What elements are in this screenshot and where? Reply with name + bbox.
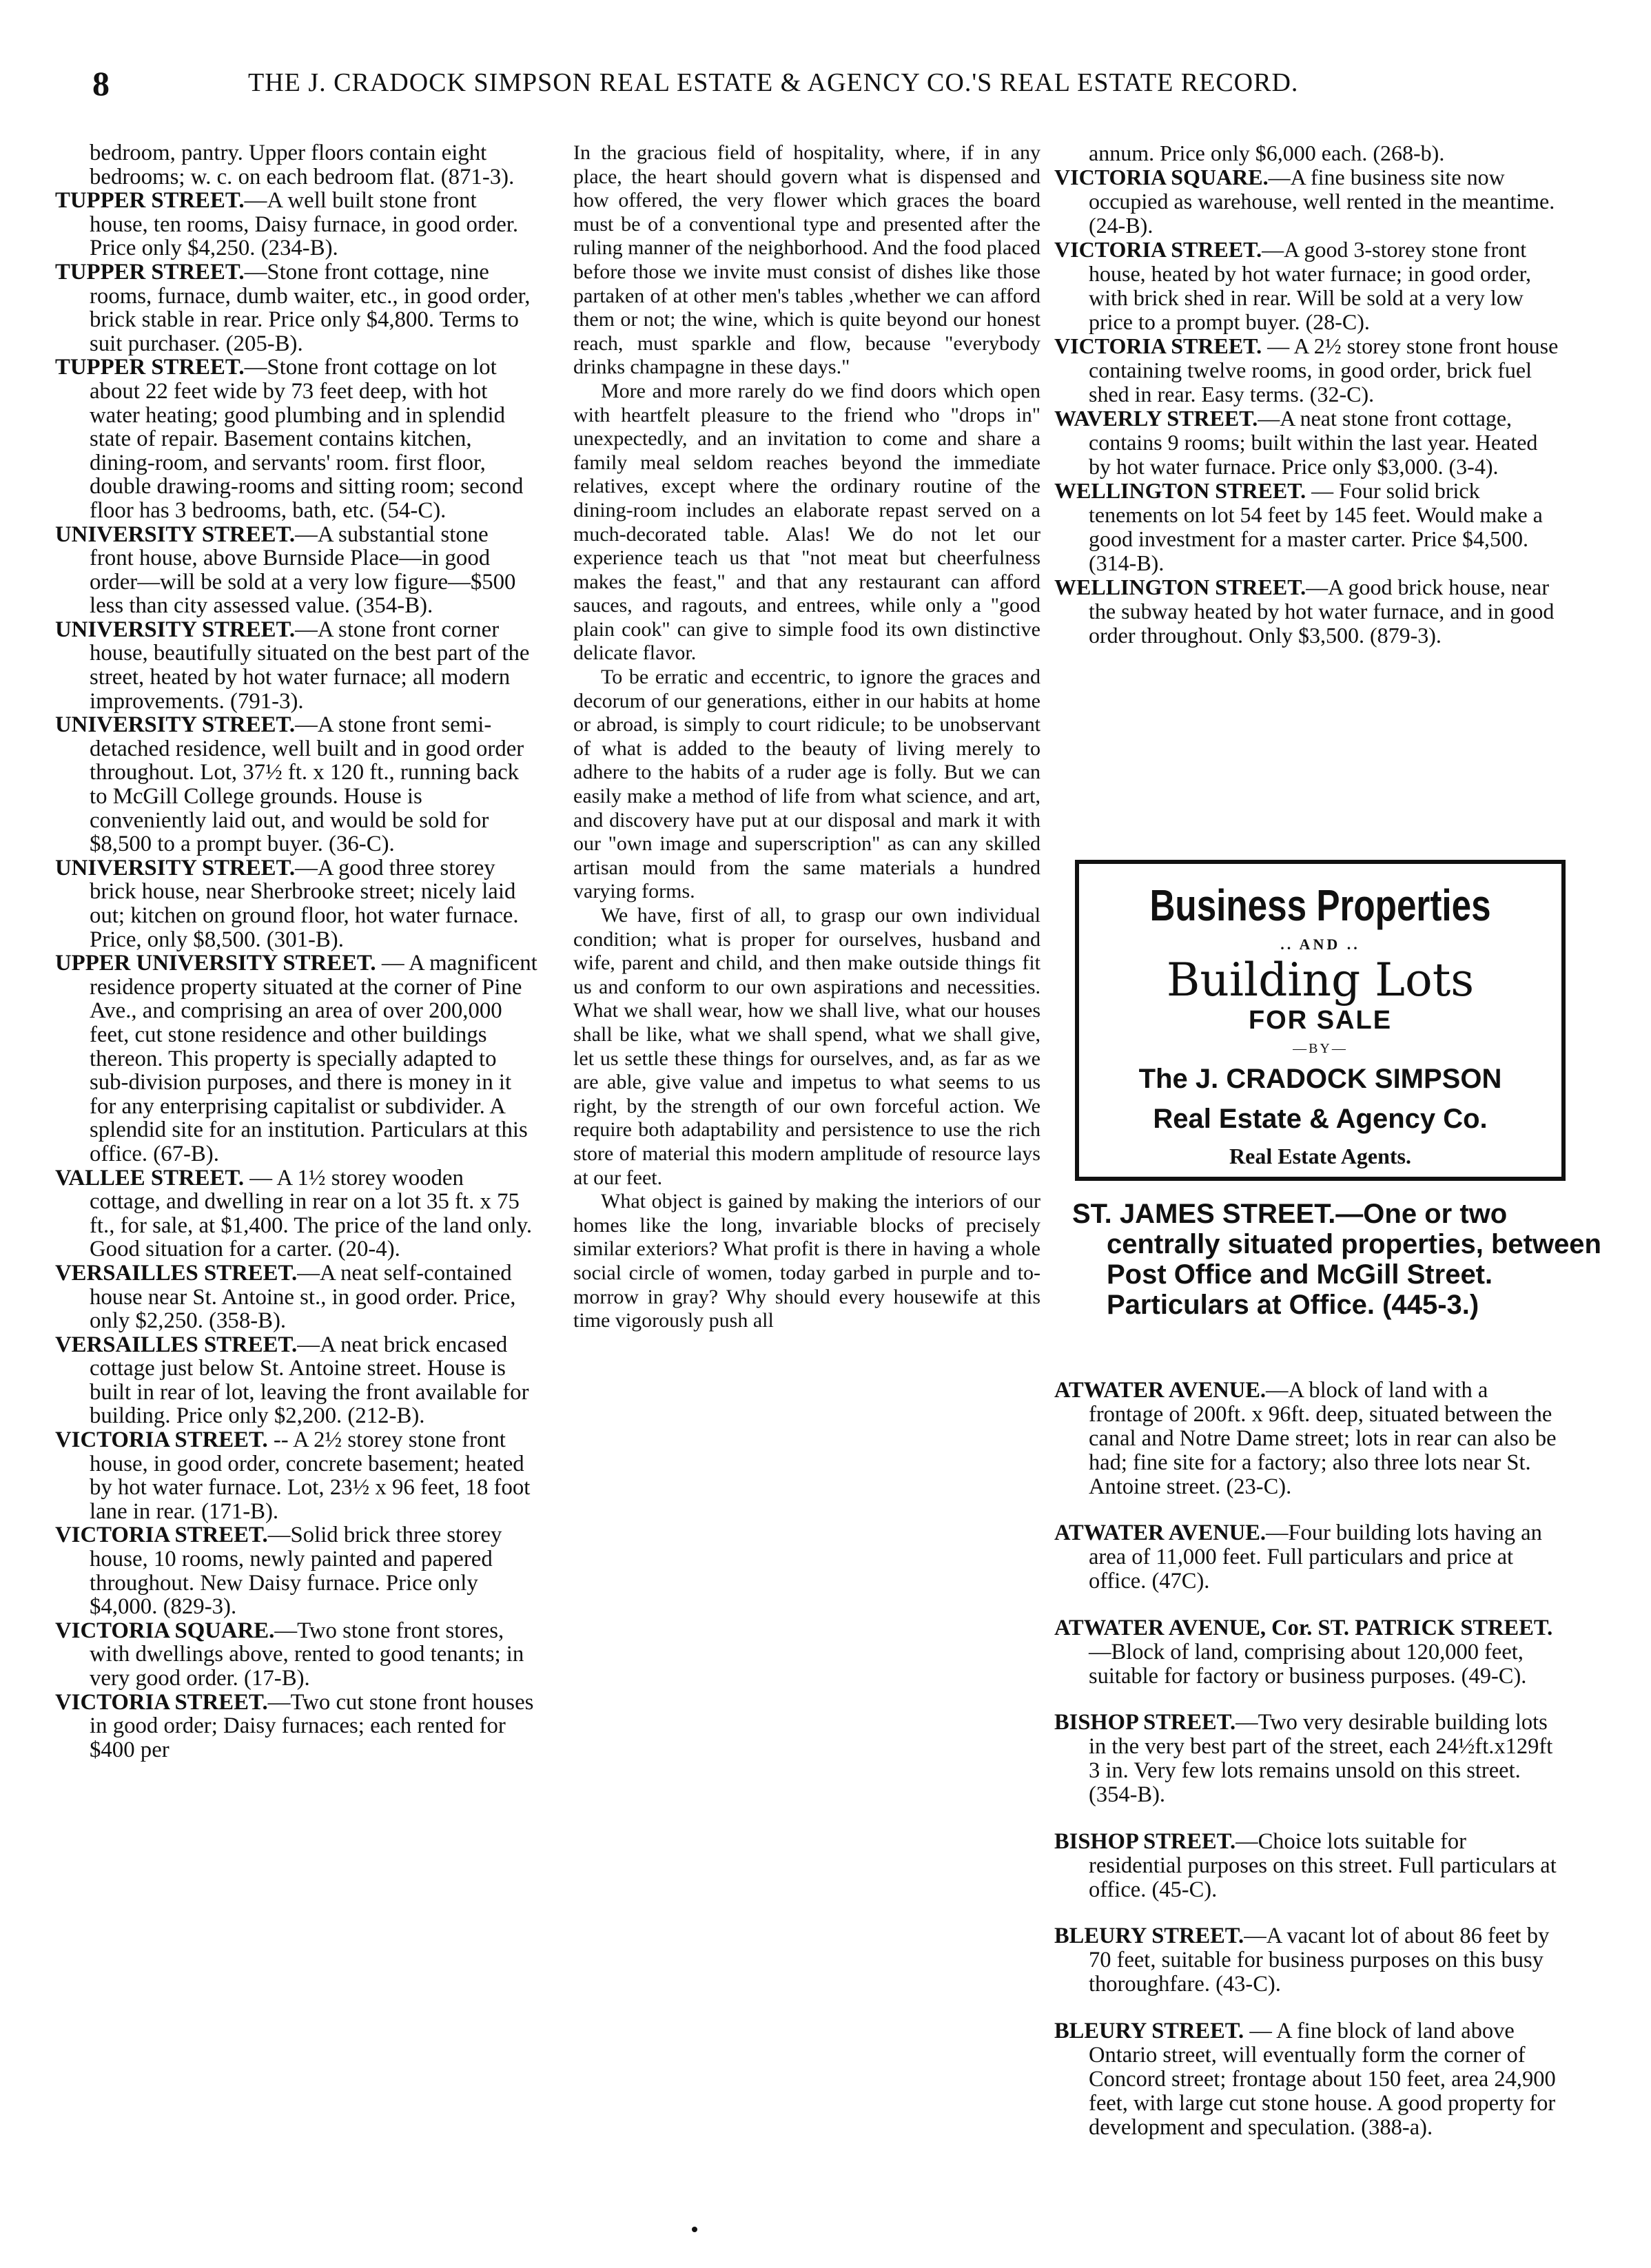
listing-street: VICTORIA STREET.	[55, 1689, 268, 1715]
listing-entry	[55, 523, 537, 618]
listing-text: —A stone front semi-detached residence, well built and in good order throughout. Lot, 37½ ft. x 120 ft., running back to McGill College grounds. House is conveniently laid out, and would be sold for $8,500 to a prompt buyer. (36-C).	[90, 712, 524, 857]
listing-street: WAVERLY STREET.	[1054, 406, 1258, 431]
running-head: THE J. CRADOCK SIMPSON REAL ESTATE & AGENCY CO.'S REAL ESTATE RECORD.	[248, 68, 1299, 97]
listing-street: UNIVERSITY STREET.	[55, 522, 296, 547]
listing-text: — A 1½ storey wooden cottage, and dwelling in rear on a lot 35 ft. x 75 ft., for sale, at $1,400. The price of the land only. Good situation for a carter. (20-4).	[90, 1165, 533, 1262]
listing-entry	[55, 260, 537, 355]
listing-street: BLEURY STREET.	[1054, 2018, 1244, 2043]
listing-street: TUPPER STREET.	[55, 259, 245, 285]
listing-street: BISHOP STREET.	[1054, 1828, 1236, 1854]
listing-entry	[55, 1523, 537, 1618]
listing-street: UNIVERSITY STREET.	[55, 712, 296, 738]
listing-text: —A good brick house, near the subway heated by hot water furnace, and in good order throughout. Only $3,500. (879-3).	[1089, 575, 1555, 648]
listing-text: —Block of land, comprising about 120,000 feet, suitable for factory or business purposes. (49-C).	[1089, 1639, 1527, 1689]
advert-company-line1: The J. CRADOCK SIMPSON	[1138, 1064, 1502, 1094]
listing-street: ATWATER AVENUE, Cor. ST. PATRICK STREET.	[1054, 1615, 1553, 1640]
listing-text: —A stone front corner house, beautifully situated on the best part of the street, heated by hot water furnace; all modern improvements. (791-3).	[90, 617, 530, 714]
listing-street: VICTORIA SQUARE.	[1054, 165, 1269, 189]
listing-entry	[1054, 1830, 1564, 1902]
listing-street: WELLINGTON STREET.	[1054, 575, 1306, 599]
advert-for-sale: FOR SALE	[1248, 1006, 1393, 1035]
listing-entry	[1054, 238, 1564, 334]
listing-street: BLEURY STREET.	[1054, 1924, 1244, 1948]
listing-text: — Four solid brick tenements on lot 54 feet by 145 feet. Would make a good investment for a master carter. Price $4,500. (314-B).	[1089, 478, 1543, 575]
listing-entry	[1054, 1924, 1564, 1997]
listing-street: UNIVERSITY STREET.	[55, 855, 296, 880]
listing-street: WELLINGTON STREET.	[1054, 478, 1306, 503]
listing-text: —Stone front cottage, nine rooms, furnace, dumb waiter, etc., in good order, brick stable in rear. Price only $4,800. Terms to suit purchaser. (205-B).	[90, 259, 531, 356]
listing-text: —Two cut stone front houses in good order; Daisy furnaces; each rented for $400 per	[90, 1689, 534, 1762]
listing-entry	[55, 1333, 537, 1428]
listing-street: BISHOP STREET.	[1054, 1710, 1236, 1735]
listing-text: —A block of land with a frontage of 200ft. x 96ft. deep, situated between the canal and Notre Dame street; lots in rear can also be had; fine site for a factory; also three lots near St. Antoine street. (23-C).	[1089, 1377, 1557, 1499]
listing-entry	[1054, 334, 1564, 406]
listing-entry	[55, 618, 537, 713]
listing-text: —Solid brick three storey house, 10 rooms, newly painted and papered throughout. New Daisy furnace. Price only $4,000. (829-3).	[90, 1523, 502, 1620]
listing-entry	[1054, 479, 1564, 575]
listing-street: UNIVERSITY STREET.	[55, 617, 296, 642]
listing-text: —A fine business site now occupied as warehouse, well rented in the meantime. (24-B).	[1089, 165, 1555, 238]
listing-street: VICTORIA STREET.	[1054, 237, 1262, 262]
listing-text: — A fine block of land above Ontario street, will eventually form the corner of Concord street; frontage about 150 feet, area 24,900 feet, with large cut stone house. A good property for development and speculation. (388-a).	[1089, 2018, 1556, 2140]
listing-street: VICTORIA STREET.	[55, 1523, 268, 1548]
listing-text: —Choice lots suitable for residential purposes on this street. Full particulars at office. (45-C).	[1089, 1828, 1557, 1902]
listing-entry	[1054, 575, 1564, 648]
listing-entry	[55, 141, 537, 189]
listing-text: —A vacant lot of about 86 feet by 70 feet, suitable for business purposes on this busy thoroughfare. (43-C).	[1089, 1924, 1550, 1997]
advert-and: .. AND ..	[1280, 936, 1360, 953]
listing-street: TUPPER STREET.	[55, 355, 245, 380]
page-header	[0, 63, 1651, 118]
listing-entry	[1054, 1379, 1564, 1499]
listing-entry	[55, 1261, 537, 1333]
listing-text: —A neat stone front cottage, contains 9 rooms; built within the last year. Heated by hot water furnace. Price only $3,000. (3-4).	[1089, 406, 1538, 479]
listing-entry	[55, 1428, 537, 1523]
st-james-street-listing: ST. JAMES STREET.—One or two centrally situated properties, between Post Office and McGill Street. Particulars at Office. (445-3.)	[1072, 1199, 1601, 1320]
listing-entry	[55, 355, 537, 522]
article-paragraph: What object is gained by making the interiors of our homes like the long, invariable blocks of precisely similar exteriors? What profit is there in having a whole social circle of women, today garbed in purple and to-morrow in gray? Why should every housewife at this time vigorously push all	[573, 1190, 1040, 1332]
listing-entry	[55, 856, 537, 951]
listing-street: VALLEE STREET.	[55, 1165, 245, 1190]
listing-text: bedroom, pantry. Upper floors contain eight bedrooms; w. c. on each bedroom flat. (871-3).	[90, 141, 515, 189]
listing-text: —Two stone front stores, with dwellings above, rented to good tenants; in very good order. (17-B).	[90, 1618, 524, 1691]
listing-entry	[1054, 1616, 1564, 1689]
listing-entry	[1054, 1711, 1564, 1807]
listing-street: ATWATER AVENUE.	[1054, 1520, 1267, 1545]
listing-entry	[55, 1166, 537, 1261]
listing-text: —A substantial stone front house, above Burnside Place—in good order—will be sold at a very low figure—$500 less than city assessed value. (354-B).	[90, 522, 516, 619]
listing-street: VICTORIA STREET.	[55, 1427, 268, 1453]
column-1	[55, 141, 537, 1762]
article-paragraph: To be erratic and eccentric, to ignore the graces and decorum of our generations, either in our habits at home or abroad, is simply to court ridicule; to be unobservant of what is added to the beauty of living merely to adhere to the habits of a ruder age is folly. But we can easily make a method of life from what science, and art, and discovery have put at our disposal and mark it with our "own image and superscription" as can any skilled artisan mould from the same materials a hundred varying forms.	[573, 666, 1040, 903]
listing-entry	[1054, 2019, 1564, 2140]
article-paragraph: More and more rarely do we find doors which open with heartfelt pleasure to the friend who "drops in" unexpectedly, and an invitation to come and share a family meal seldom reaches beyond the immediate relatives, except where the ordinary routine of the dining-room includes an elaborate repast served on a much-decorated table. Alas! We do not let our experience teach us that "not meat but cheerfulness makes the feast," and that any restaurant can afford sauces, and ragouts, and entrees, while only a "good plain cook" can give to simple food its own distinctive delicate flavor.	[573, 379, 1040, 665]
page-number: 8	[92, 64, 110, 103]
listing-entry	[55, 1619, 537, 1691]
advert-subtitle: Building Lots	[1166, 953, 1475, 1007]
listing-text: —A neat brick encased cottage just below St. Antoine street. House is built in rear of lot, leaving the front available for building. Price only $2,200. (212-B).	[90, 1332, 529, 1429]
listing-entry	[1054, 406, 1564, 479]
listing-text: —A good three storey brick house, near Sherbrooke street; nicely laid out; kitchen on ground floor, hot water furnace. Price, only $8,500. (301-B).	[90, 855, 519, 952]
advert-agents: Real Estate Agents.	[1229, 1144, 1411, 1168]
advert-company-line2: Real Estate & Agency Co.	[1153, 1104, 1488, 1134]
listing-street: TUPPER STREET.	[55, 188, 245, 214]
listing-text: —Two very desirable building lots in the very best part of the street, each 24½ft.x129ft 3 in. Very few lots remains unsold on this street. (354-B).	[1089, 1710, 1553, 1807]
listing-entry	[55, 1691, 537, 1762]
listing-street: VICTORIA STREET.	[1054, 333, 1262, 358]
advert-title: Business Properties	[1149, 880, 1491, 930]
listing-street: ATWATER AVENUE.	[1054, 1377, 1267, 1403]
listing-text: —Stone front cottage on lot about 22 feet wide by 73 feet deep, with hot water heating; good plumbing and in splendid state of repair. Basement contains kitchen, dining-room, and servants' room. first floor, double drawing-rooms and sitting room; second floor has 3 bedrooms, bath, etc. (54-C).	[90, 355, 524, 523]
listing-text: —Four building lots having an area of 11,000 feet. Full particulars and price at office. (47C).	[1089, 1520, 1542, 1594]
listing-street: VERSAILLES STREET.	[55, 1332, 298, 1357]
column-3-land-listings	[1054, 1356, 1564, 2140]
listing-street: VICTORIA SQUARE.	[55, 1618, 275, 1643]
listing-entry	[55, 951, 537, 1166]
listing-street: UPPER UNIVERSITY STREET.	[55, 951, 376, 976]
listing-text: — A 2½ storey stone front house containing twelve rooms, in good order, brick fuel shed in rear. Easy terms. (32-C).	[1089, 333, 1559, 406]
listing-entry	[1054, 165, 1564, 238]
article-paragraph: We have, first of all, to grasp our own individual condition; what is proper for ourselves, husband and wife, parent and child, and then make outside things fit us and conform to our own aspirations and necessities. What we shall wear, how we shall live, what our houses shall be like, what we shall spend, what we shall give, let us settle these things for ourselves, and, as far as we are able, give value and impetus to what seems to us right, by the strength of our own forceful action. We require both adaptability and persistence to use the rich store of material this modern amplitude of resource lays at our feet.	[573, 904, 1040, 1189]
listing-entry	[55, 189, 537, 260]
listing-text: — A magnificent residence property situated at the corner of Pine Ave., and comprising an area of over 200,000 feet, cut stone residence and other buildings thereon. This property is specially adapted to sub-division purposes, and there is money in it for any enterprising capitalist or subdivider. A splendid site for an institution. Particulars at this office. (67-B).	[90, 951, 537, 1166]
page-dot	[692, 2227, 697, 2232]
column-2-article	[573, 141, 1040, 1333]
listing-entry	[1054, 141, 1564, 165]
listing-entry	[1054, 1521, 1564, 1594]
article-paragraph: In the gracious field of hospitality, where, if in any place, the heart should govern what is dispensed and how offered, the very flower which graces the board must be of a conventional type and presented after the ruling manner of the neighborhood. And the food placed before those we invite must consist of dishes like those partaken of at other men's tables ,whether we can afford them or not; the wine, which is quite beyond our honest reach, must sparkle and flow, because "everybody drinks champagne in these days."	[573, 141, 1040, 379]
advert-by: —BY—	[1293, 1041, 1348, 1056]
listing-text: —A well built stone front house, ten rooms, Daisy furnace, in good order. Price only $4,250. (234-B).	[90, 188, 519, 261]
listing-text: —A neat self-contained house near St. Antoine st., in good order. Price, only $2,250. (358-B).	[90, 1260, 516, 1334]
listing-street: VERSAILLES STREET.	[55, 1260, 298, 1286]
listing-text: -- A 2½ storey stone front house, in good order, concrete basement; heated by hot water furnace. Lot, 23½ x 96 feet, 18 foot lane in rear. (171-B).	[90, 1427, 531, 1524]
listing-text: —A good 3-storey stone front house, heated by hot water furnace; in good order, with brick shed in rear. Will be sold at a very low price to a prompt buyer. (28-C).	[1089, 237, 1532, 334]
business-properties-advert	[1075, 860, 1566, 1181]
column-3-listings	[1054, 141, 1564, 648]
listing-text: annum. Price only $6,000 each. (268-b).	[1089, 141, 1445, 165]
listing-entry	[55, 713, 537, 856]
